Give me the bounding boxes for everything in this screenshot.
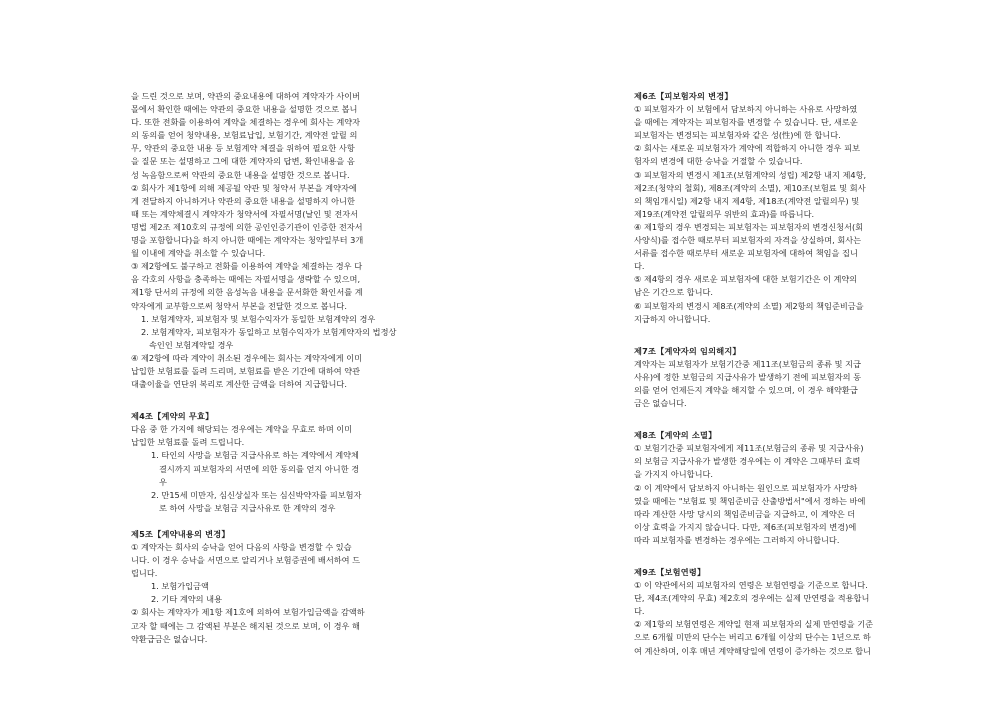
text-line: 월 이내에 계약을 취소할 수 있습니다. — [131, 248, 266, 259]
text-line: 피보험자는 변경되는 피보험자와 같은 성(性)에 한 합니다. — [634, 130, 841, 141]
text-line: 납입한 보험료를 돌려 드리며, 보험료를 받은 기간에 대하여 약관 — [131, 365, 361, 376]
text-line: 서류를 접수한 때로부터 새로운 피보험자에 대하여 책임을 집니 — [634, 248, 858, 259]
text-line: 때 또는 계약체결시 계약자가 청약서에 자필서명(날인 및 전자서 — [131, 208, 359, 219]
text-line: ② 회사는 새로운 피보험자가 계약에 적합하지 아니한 경우 피보 — [634, 143, 860, 154]
text-line: ④ 제2항에 따라 계약이 취소된 경우에는 회사는 계약자에게 이미 — [131, 352, 363, 363]
text-line: 의를 얻어 언제든지 계약을 해지할 수 있으며, 이 경우 해약환급 — [634, 384, 858, 395]
text-line: ③ 피보험자의 변경시 제1조(보험계약의 성립) 제2항 내지 제4항, — [634, 169, 867, 180]
article-9-title: 제9조【보험연령】 — [634, 567, 706, 577]
text-line: 다. — [634, 606, 645, 617]
text-line: 여 계산하며, 이후 매년 계약해당일에 연령이 증가하는 것으로 합니 — [634, 645, 871, 656]
list-item: 1. 보험가입금액 — [151, 581, 209, 592]
text-line: 니다. 이 경우 승낙을 서면으로 알리거나 보험증권에 배서하여 드 — [131, 555, 361, 566]
text-line: 단, 제4조(계약의 무효) 제2호의 경우에는 실제 만연령을 적용합니 — [634, 593, 870, 604]
text-line: ① 보험기간중 피보험자에게 제11조(보험금의 종류 및 지급사유) — [634, 443, 864, 454]
text-line: 제2조(청약의 철회), 제8조(계약의 소멸), 제10조(보험료 및 회사 — [634, 182, 866, 193]
text-line: 남은 기간으로 합니다. — [634, 287, 713, 298]
list-item: 2. 보험계약자, 피보험자가 동일하고 보험수익자가 보험계약자의 법정상 — [141, 326, 397, 337]
right-column — [634, 90, 904, 658]
text-line: 성 녹음함으로써 약관의 중요한 내용을 설명한 것으로 봅니다. — [131, 169, 350, 180]
list-item: 로 하여 사망을 보험금 지급사유로 한 계약의 경우 — [159, 502, 336, 513]
list-item: 우 — [159, 476, 167, 487]
article-4-title: 제4조【계약의 무효】 — [131, 411, 214, 422]
text-line: 다. 또한 전화를 이용하여 계약을 체결하는 경우에 회사는 계약자 — [131, 117, 361, 128]
text-line: 납입한 보험료를 돌려 드립니다. — [131, 437, 245, 448]
text-line: 음 각호의 사항을 충족하는 때에는 자필서명을 생략할 수 있으며, — [131, 274, 361, 285]
list-item: 2. 만15세 미만자, 심신상실자 또는 심신박약자를 피보험자 — [151, 489, 362, 500]
paragraph-4 — [131, 352, 401, 391]
left-column — [131, 90, 401, 646]
article-5-title: 제5조【계약내용의 변경】 — [131, 528, 230, 539]
text-line: 대출이율을 연단위 복리로 계산한 금액을 더하여 지급합니다. — [131, 379, 347, 390]
text-line: 다. — [634, 261, 645, 272]
text-line: 립니다. — [131, 568, 158, 579]
text-line: 의 보험금 지급사유가 발생한 경우에는 이 계약은 그때부터 효력 — [634, 456, 861, 467]
text-line: 고자 할 때에는 그 감액된 부분은 해지된 것으로 보며, 이 경우 해 — [131, 620, 360, 631]
text-line: ① 이 약관에서의 피보험자의 연령은 보험연령을 기준으로 합니다. — [634, 580, 868, 591]
text-line: 명법 제2조 제10호의 규정에 의한 공인인증기관이 인증한 전자서 — [131, 221, 363, 232]
text-line: 몰에서 확인한 때에는 약관의 중요한 내용을 설명한 것으로 봅니 — [131, 104, 358, 115]
text-line: 약환급금은 없습니다. — [131, 633, 208, 644]
article-7-title: 제7조【계약자의 임의해지】 — [634, 345, 741, 356]
text-line: ① 계약자는 회사의 승낙을 얻어 다음의 사항을 변경할 수 있습 — [131, 542, 352, 552]
list-item: 2. 기타 계약의 내용 — [151, 594, 222, 605]
text-line: 제1항 단서의 규정에 의한 음성녹음 내용을 문서화한 확인서를 계 — [131, 287, 363, 298]
paragraph-2 — [131, 182, 401, 261]
text-line: ② 회사는 계약자가 제1항 제1호에 의하여 보험가입금액을 감액하 — [131, 607, 365, 618]
text-line: 다음 중 한 가지에 해당되는 경우에는 계약을 무효로 하며 이미 — [131, 424, 353, 435]
text-line: 으로 6개월 미만의 단수는 버리고 6개월 이상의 단수는 1년으로 하 — [634, 632, 871, 643]
text-line: ⑤ 제4항의 경우 새로운 피보험자에 대한 보험기간은 이 계약의 — [634, 274, 858, 285]
paragraph-3 — [131, 260, 401, 352]
list-item: 결시까지 피보험자의 서면에 의한 동의를 얻지 아니한 경 — [159, 463, 360, 474]
text-line: 의 동의를 얻어 청약내용, 보험료납입, 보험기간, 계약전 알릴 의 — [131, 130, 358, 141]
text-line: 계약자는 피보험자가 보험기간중 제11조(보험금의 종류 및 지급 — [634, 358, 861, 369]
text-line: 사양식)를 접수한 때로부터 피보험자의 자격을 상실하며, 회사는 — [634, 235, 862, 246]
text-line: 명을 포함합니다)을 하지 아니한 때에는 계약자는 청약일부터 3개 — [131, 235, 364, 246]
text-line: 을 때에는 계약자는 피보험자를 변경할 수 있습니다. 단, 새로운 — [634, 117, 858, 128]
list-item: 1. 타인의 사망을 보험금 지급사유로 하는 계약에서 계약체 — [151, 450, 359, 461]
text-line: 을 질문 또는 설명하고 그에 대한 계약자의 답변, 확인내용을 음 — [131, 156, 355, 167]
text-line: 게 전달하지 아니하거나 약관의 중요한 내용을 설명하지 아니한 — [131, 195, 355, 206]
text-line: ⑥ 피보험자의 변경시 제8조(계약의 소멸) 제2항의 책임준비금을 — [634, 300, 864, 311]
text-line: ④ 제1항의 경우 변경되는 피보험자는 피보험자의 변경신청서(회 — [634, 221, 864, 232]
text-line: 지급하지 아니합니다. — [634, 313, 711, 324]
list-item: 1. 보험계약자, 피보험자 및 보험수익자가 동일한 보험계약의 경우 — [141, 313, 376, 324]
article-8-title: 제8조【계약의 소멸】 — [634, 430, 717, 441]
text-line: 사유)에 정한 보험금의 지급사유가 발생하기 전에 피보험자의 동 — [634, 371, 862, 382]
text-line: 이상 효력을 가지지 않습니다. 다만, 제6조(피보험자의 변경)에 — [634, 521, 857, 532]
text-line: 을 드린 것으로 보며, 약관의 중요내용에 대하여 계약자가 사이버 — [131, 91, 361, 101]
text-line: 의 책임개시일) 제2항 내지 제4항, 제18조(계약전 알릴의무) 및 — [634, 195, 860, 206]
text-line: 험자의 변경에 대한 승낙을 거절할 수 있습니다. — [634, 156, 803, 167]
text-line: 무, 약관의 중요한 내용 등 보험계약 체결을 위하여 필요한 사항 — [131, 143, 355, 154]
article-6-title: 제6조【피보험자의 변경】 — [634, 91, 733, 101]
text-line: ③ 제2항에도 불구하고 전화를 이용하여 계약을 체결하는 경우 다 — [131, 261, 363, 272]
text-line: 을 가지지 아니합니다. — [634, 469, 713, 480]
text-line: ② 이 계약에서 담보하지 아니하는 원인으로 피보험자가 사망하 — [634, 482, 858, 493]
text-line: ① 피보험자가 이 보험에서 담보하지 아니하는 사유로 사망하였 — [634, 104, 858, 115]
text-line: 금은 없습니다. — [634, 398, 687, 409]
text-line: 따라 계산한 사망 당시의 책임준비금을 지급하고, 이 계약은 더 — [634, 508, 856, 519]
text-line: 약자에게 교부함으로써 청약서 부본을 전달한 것으로 봅니다. — [131, 300, 347, 311]
text-line: 였을 때에는 "보험료 및 책임준비금 산출방법서"에서 정하는 바에 — [634, 495, 866, 506]
text-line: 제19조(계약전 알릴의무 위반의 효과)를 따릅니다. — [634, 208, 815, 219]
intro-paragraph — [131, 90, 401, 182]
text-line: 따라 피보험자를 변경하는 경우에는 그러하지 아니합니다. — [634, 534, 840, 545]
text-line: ② 제1항의 보험연령은 계약일 현재 피보험자의 실제 만연령을 기준 — [634, 619, 874, 630]
list-item: 속인인 보험계약일 경우 — [149, 339, 234, 350]
text-line: ② 회사가 제1항에 의해 제공될 약관 및 청약서 부본을 계약자에 — [131, 182, 357, 193]
